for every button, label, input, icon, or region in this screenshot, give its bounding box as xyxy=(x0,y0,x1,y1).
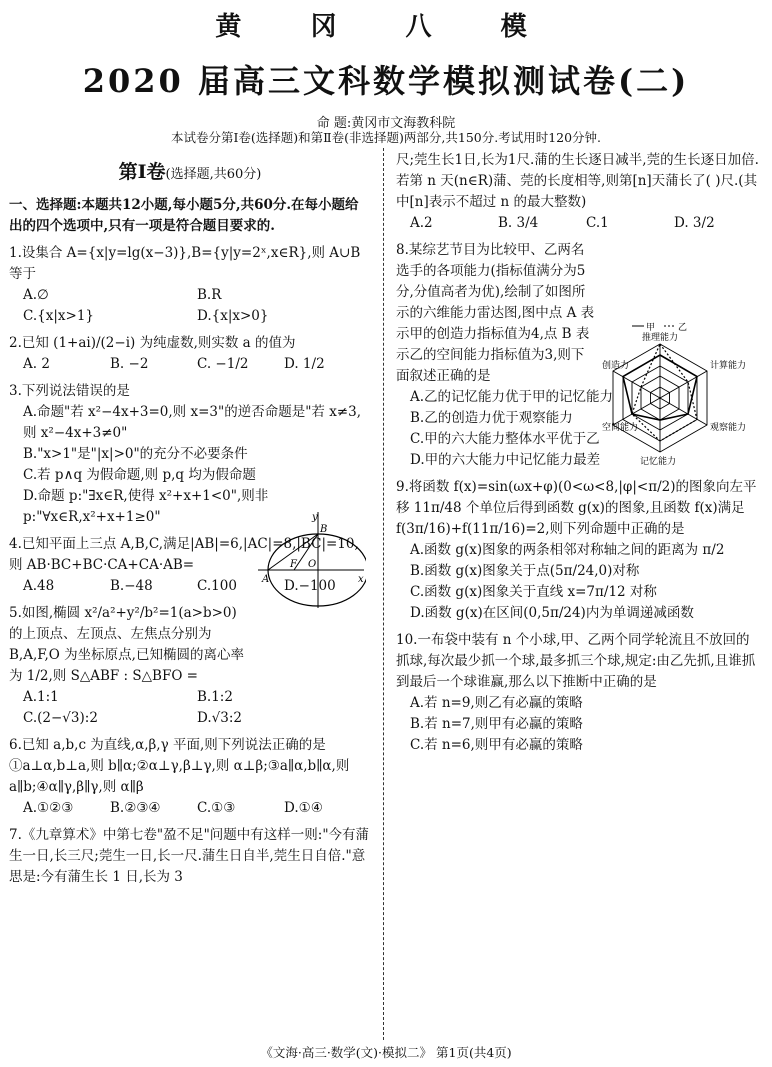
option: A.1:1 xyxy=(23,689,59,705)
option: D.①④ xyxy=(284,800,323,816)
option: B.若 n=7,则甲有必赢的策略 xyxy=(410,716,583,732)
option: C.①③ xyxy=(197,800,236,816)
svg-text:A: A xyxy=(262,574,270,585)
question-7-continued: 尺;莞生长1日,长为1尺.蒲的生长逐日减半,莞的生长逐日加倍.若第 n 天(n∈R)蒲、莞的长度相等,则第[n]天蒲长了( )尺.(其中[n]表示不超过 n 的最大整数) xyxy=(396,152,759,210)
option: D.{x|x>0} xyxy=(197,308,269,324)
option: D.−100 xyxy=(284,578,336,594)
question-8: 8.某综艺节目为比较甲、乙两名选手的各项能力(指标值满分为5分,分值高者为优),绘制了如图所示的六维能力雷达图,图中点 A 表示甲的创造力指标值为4,点 B 表示乙的空间能力指标值为3,则下面叙述正确的是 xyxy=(396,242,595,384)
title-line2: 2020 届高三文科数学模拟测试卷(二) xyxy=(82,62,690,100)
option: D.函数 g(x)在区间(0,5π/24)内为单调递减函数 xyxy=(410,605,694,621)
option: A.函数 g(x)图象的两条相邻对称轴之间的距离为 π/2 xyxy=(410,542,725,558)
exam-note: 本试卷分第Ⅰ卷(选择题)和第Ⅱ卷(非选择题)两部分,共150分.考试用时120分钟. xyxy=(170,130,602,145)
instructions: 一、选择题:本题共12小题,每小题5分,共60分.在每小题给出的四个选项中,只有一项是符合题目要求的. xyxy=(9,197,359,234)
option: C.100 xyxy=(197,578,237,594)
option: B.函数 g(x)图象关于点(5π/24,0)对称 xyxy=(410,563,640,579)
option: C.甲的六大能力整体水平优于乙 xyxy=(410,431,600,447)
option: A.命题"若 x²−4x+3=0,则 x=3"的逆否命题是"若 x≠3,则 x²−4x+3≠0" xyxy=(23,404,361,441)
svg-text:x: x xyxy=(358,574,364,585)
radar-label: 创造力 xyxy=(602,361,630,371)
option: B.R xyxy=(197,287,222,303)
legend-a: 甲 xyxy=(646,323,656,333)
q6-options xyxy=(9,798,371,819)
title-line1: 黄 冈 八 模 xyxy=(215,12,557,42)
option: C. −1/2 xyxy=(197,356,249,372)
radar-chart-figure xyxy=(602,318,762,468)
question-7: 7.《九章算术》中第七卷"盈不足"问题中有这样一则:"今有蒲生一日,长三尺;莞生一日,长一尺.蒲生日自半,莞生日自倍."意思是:今有蒲生长 1 日,长为 3 xyxy=(9,827,370,885)
question-4: 4.已知平面上三点 A,B,C,满足|AB|=6,|AC|=8,|BC|=10,则 AB·BC+BC·CA+CA·AB= xyxy=(9,536,359,573)
question-6: 6.已知 a,b,c 为直线,α,β,γ 平面,则下列说法正确的是 ①a⊥α,b⊥a,则 b∥α;②α⊥γ,β⊥γ,则 α⊥β;③a∥α,b∥α,则 a∥b;④α∥γ,β∥γ,则 α∥β xyxy=(9,737,350,795)
option: C.(2−√3):2 xyxy=(23,710,98,726)
option: B.②③④ xyxy=(110,800,161,816)
option: C.{x|x>1} xyxy=(23,308,94,324)
radar-label: 空间能力 xyxy=(602,423,639,433)
option: D. 1/2 xyxy=(284,356,325,372)
option: D.甲的六大能力中记忆能力最差 xyxy=(410,452,601,468)
option: A.若 n=9,则乙有必赢的策略 xyxy=(410,695,583,711)
section-title: 第Ⅰ卷(选择题,共60分) xyxy=(118,161,262,183)
question-10: 10.一布袋中装有 n 个小球,甲、乙两个同学轮流且不放回的抓球,每次最少抓一个球,最多抓三个球,规定:由乙先抓,且谁抓到最后一个球谁赢,那么以下推断中正确的是 xyxy=(396,632,756,690)
radar-label: 计算能力 xyxy=(710,361,747,371)
question-1: 1.设集合 A={x|y=lg(x−3)},B={y|y=2ˣ,x∈R},则 A∪B 等于 xyxy=(9,245,361,282)
q2-options xyxy=(9,354,371,375)
radar-label: 观察能力 xyxy=(710,423,747,433)
option: B."x>1"是"|x|>0"的充分不必要条件 xyxy=(23,446,248,462)
ellipse-figure xyxy=(256,510,366,610)
radar-label: 推理能力 xyxy=(642,333,679,343)
option: A.∅ xyxy=(23,287,49,303)
q5-options xyxy=(9,687,371,729)
option: D.命题 p:"∃x∈R,使得 x²+x+1<0",则非 p:"∀x∈R,x²+x+1≥0" xyxy=(23,488,269,525)
question-5: 5.如图,椭圆 x²/a²+y²/b²=1(a>b>0)的上顶点、左顶点、左焦点分别为 B,A,F,O 为坐标原点,已知椭圆的离心率为 1/2,则 S△ABF : S△BFO = xyxy=(9,605,244,684)
column-divider xyxy=(383,148,384,1040)
q7-options xyxy=(396,213,762,234)
svg-text:O: O xyxy=(308,559,317,570)
option: D.√3:2 xyxy=(197,710,242,726)
option: C.1 xyxy=(586,215,609,231)
option: B.−48 xyxy=(110,578,153,594)
option: A.2 xyxy=(410,215,433,231)
author-line: 命 题:黄冈市文海教科院 xyxy=(316,116,456,131)
radar-label: 记忆能力 xyxy=(640,457,677,467)
svg-text:B: B xyxy=(320,524,328,535)
q1-options xyxy=(9,285,371,327)
option: A.48 xyxy=(23,578,55,594)
option: C.函数 g(x)图象关于直线 x=7π/12 对称 xyxy=(410,584,657,600)
option: B.乙的创造力优于观察能力 xyxy=(410,410,573,426)
option: B. 3/4 xyxy=(498,215,539,231)
svg-text:F: F xyxy=(290,559,297,570)
option: A.乙的记忆能力优于甲的记忆能力 xyxy=(410,389,614,405)
option: B. −2 xyxy=(110,356,149,372)
question-3: 3.下列说法错误的是 xyxy=(9,383,130,399)
option: A.①②③ xyxy=(23,800,74,816)
option: A. 2 xyxy=(23,356,50,372)
svg-text:y: y xyxy=(312,512,318,523)
footer: 《文海·高三·数学(文)·模拟二》 第1页(共4页) xyxy=(260,1045,512,1060)
option: B.1:2 xyxy=(197,689,233,705)
question-2: 2.已知 (1+ai)/(2−i) 为纯虚数,则实数 a 的值为 xyxy=(9,335,296,351)
option: C.若 n=6,则甲有必赢的策略 xyxy=(410,737,583,753)
option: D. 3/2 xyxy=(674,215,715,231)
legend-b: 乙 xyxy=(678,323,688,333)
question-9: 9.将函数 f(x)=sin(ωx+φ)(0<ω<8,|φ|<π/2)的图象向左平移 11π/48 个单位后得到函数 g(x)的图象,且函数 f(x)满足 f(3π/16)+f(11π/16)=2,则下列命题中正确的是 xyxy=(396,479,757,537)
option: C.若 p∧q 为假命题,则 p,q 均为假命题 xyxy=(23,467,256,483)
